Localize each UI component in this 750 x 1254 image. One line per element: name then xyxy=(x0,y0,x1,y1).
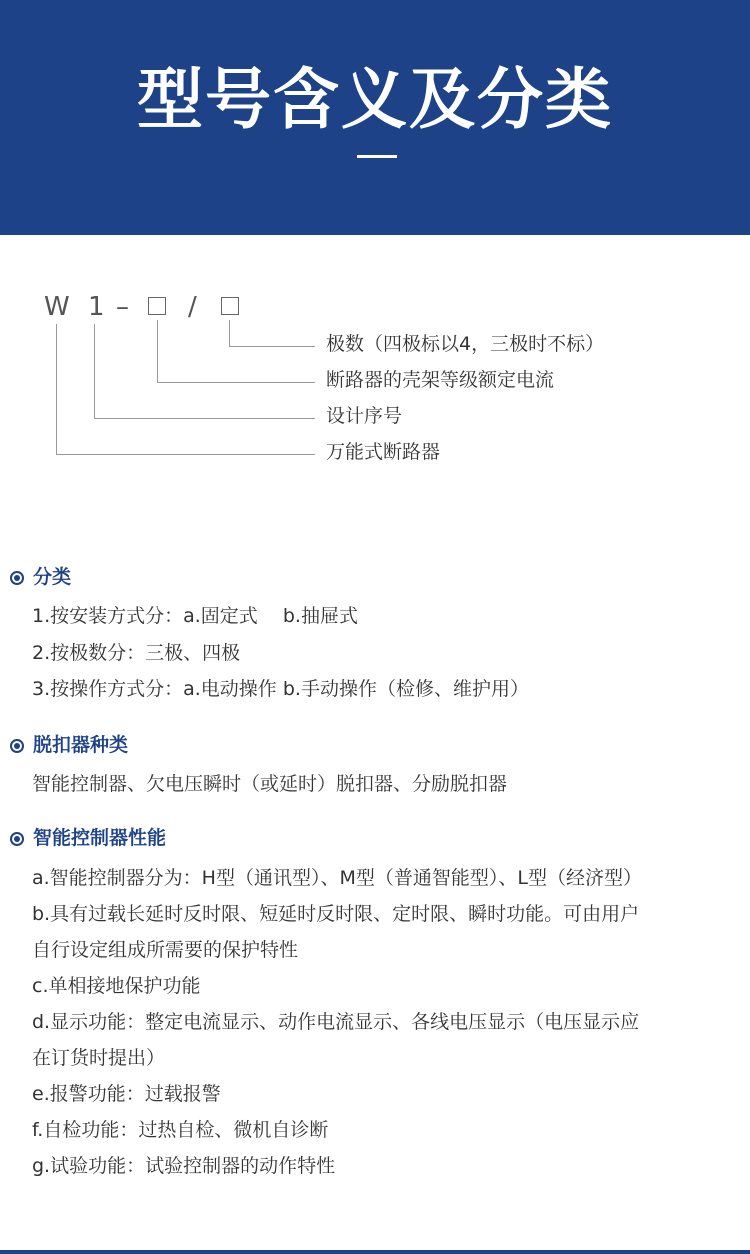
code-letter-w: W xyxy=(44,292,70,322)
desc-frame-current: 断路器的壳架等级额定电流 xyxy=(326,369,555,391)
controller-line: b.具有过载长延时反时限、短延时反时限、定时限、瞬时功能。可由用户 xyxy=(32,903,640,925)
section-title: 分类 xyxy=(33,566,72,588)
classification-line: 1.按安装方式分：a.固定式 b.抽屉式 xyxy=(32,605,358,627)
classification-line: 2.按极数分：三极、四极 xyxy=(32,642,241,664)
desc-breaker-type: 万能式断路器 xyxy=(326,441,441,463)
connector-type-v xyxy=(56,324,57,454)
code-digit-1: 1 xyxy=(88,292,105,322)
connector-poles-v xyxy=(229,320,230,346)
bullet-icon xyxy=(10,832,24,846)
connector-poles-h xyxy=(229,346,315,347)
title-underline xyxy=(357,155,397,158)
code-box-frame xyxy=(148,297,166,315)
page-title: 型号含义及分类 xyxy=(137,61,613,138)
controller-line: a.智能控制器分为：H型（通讯型）、M型（普通智能型）、L型（经济型） xyxy=(32,867,642,889)
connector-type-h xyxy=(56,454,315,455)
controller-line: g.试验功能：试验控制器的动作特性 xyxy=(32,1155,336,1177)
controller-line: d.显示功能：整定电流显示、动作电流显示、各线电压显示（电压显示应 xyxy=(32,1011,640,1033)
bullet-icon xyxy=(10,739,24,753)
code-slash: / xyxy=(188,292,197,322)
section-classification-heading xyxy=(10,563,71,591)
section-title: 智能控制器性能 xyxy=(33,827,167,849)
section-controller-heading xyxy=(10,824,166,852)
section-releases-heading xyxy=(10,731,128,759)
desc-poles: 极数（四极标以4，三极时不标） xyxy=(326,333,605,355)
desc-design-number: 设计序号 xyxy=(326,405,403,427)
controller-line: c.单相接地保护功能 xyxy=(32,975,201,997)
classification-line: 3.按操作方式分：a.电动操作 b.手动操作（检修、维护用） xyxy=(32,678,529,700)
bottom-rule xyxy=(0,1250,750,1254)
connector-design-v xyxy=(94,324,95,418)
bullet-icon xyxy=(10,571,24,585)
connector-frame-v xyxy=(157,320,158,382)
header-banner xyxy=(0,0,750,235)
releases-line: 智能控制器、欠电压瞬时（或延时）脱扣器、分励脱扣器 xyxy=(32,773,508,795)
controller-line: 在订货时提出） xyxy=(32,1047,166,1069)
controller-line: e.报警功能：过载报警 xyxy=(32,1083,221,1105)
connector-design-h xyxy=(94,418,315,419)
connector-frame-h xyxy=(157,382,315,383)
controller-line: f.自检功能：过热自检、微机自诊断 xyxy=(32,1119,329,1141)
controller-line: 自行设定组成所需要的保护特性 xyxy=(32,939,299,961)
code-box-poles xyxy=(221,297,239,315)
section-title: 脱扣器种类 xyxy=(33,734,129,756)
code-dash: – xyxy=(116,292,129,322)
